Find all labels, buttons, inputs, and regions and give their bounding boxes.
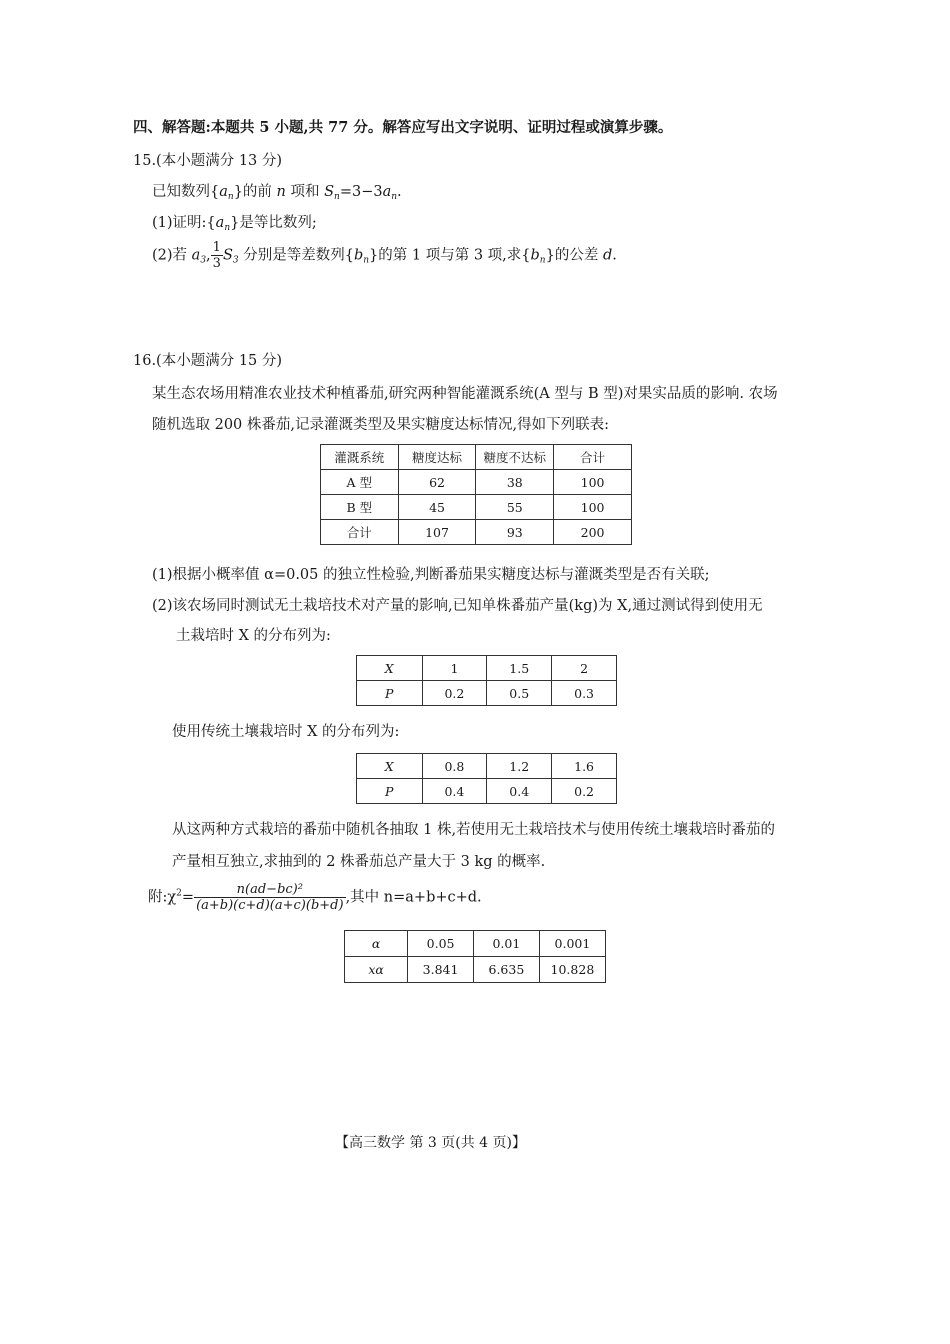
table-cell: P (357, 779, 423, 804)
subscript: n (391, 192, 398, 202)
fraction-denominator: 3 (212, 256, 221, 271)
table-cell: 糖度达标 (398, 445, 476, 470)
fraction-one-third (211, 240, 223, 271)
table-cell: 6.635 (473, 957, 539, 983)
section-header: 四、解答题:本题共 5 小题,共 77 分。解答应写出文字说明、证明过程或演算步骤。 (133, 119, 673, 136)
subscript: n (539, 255, 546, 266)
table-cell: 0.2 (552, 779, 617, 804)
table-cell: α (345, 931, 408, 957)
chi-square-fraction (194, 882, 346, 913)
q16-intro-line1: 某生态农场用精准农业技术种植番茄,研究两种智能灌溉系统(A 型与 B 型)对果实品质的影响. 农场 (152, 386, 778, 402)
table-cell: xα (345, 957, 408, 983)
var-b: b (353, 247, 364, 264)
page-footer: 【高三数学 第 3 页(共 4 页)】 (335, 1135, 526, 1151)
stem-text: =3−3 (339, 184, 383, 200)
table-row (321, 495, 632, 520)
table-cell: 0.2 (422, 681, 487, 706)
part-text: }的公差 (545, 247, 599, 264)
stem-text: 已知数列{ (152, 184, 220, 200)
table-row (357, 754, 617, 779)
fraction-denominator: (a+b)(c+d)(a+c)(b+d) (196, 898, 344, 913)
table-row (345, 957, 606, 983)
table-cell: X (357, 656, 423, 681)
var-S: S (324, 184, 335, 200)
table-cell: A 型 (321, 470, 399, 495)
fraction-numerator: n(ad−bc)² (194, 882, 346, 898)
table-header-row (321, 445, 632, 470)
table-cell: 1.5 (487, 656, 552, 681)
q16-final-line2: 产量相互独立,求抽到的 2 株番茄总产量大于 3 kg 的概率. (172, 854, 546, 870)
appendix-prefix: 附:χ (148, 889, 177, 906)
q16-part2-line2: 土栽培时 X 的分布列为: (176, 628, 331, 644)
table-cell: 3.841 (408, 957, 474, 983)
var-a: a (215, 215, 225, 231)
distribution-table-traditional (356, 753, 617, 804)
subscript: n (224, 223, 231, 233)
part-text: 分别是等差数列{ (243, 247, 354, 264)
appendix-eq: = (181, 889, 195, 906)
table-cell: 1 (422, 656, 487, 681)
contingency-table (320, 444, 632, 545)
table-cell: 0.4 (422, 779, 487, 804)
table-cell: B 型 (321, 495, 399, 520)
subscript: n (227, 192, 234, 202)
table-cell: 55 (476, 495, 554, 520)
stem-text: . (397, 184, 402, 200)
appendix-formula (148, 882, 482, 913)
fraction-numerator: 1 (212, 240, 221, 255)
q15-part2 (152, 240, 617, 271)
q16-part1: (1)根据小概率值 α=0.05 的独立性检验,判断番茄果实糖度达标与灌溉类型是否有关联; (152, 567, 710, 583)
q15-stem (152, 180, 402, 202)
q15-title: 15.(本小题满分 13 分) (133, 153, 283, 169)
appendix-suffix: ,其中 n=a+b+c+d. (345, 889, 482, 906)
table-cell: 0.3 (552, 681, 617, 706)
table-row (321, 470, 632, 495)
table-cell: P (357, 681, 423, 706)
subscript: n (363, 255, 370, 266)
part-text: }的第 1 项与第 3 项,求{ (369, 247, 531, 264)
table-cell: 灌溉系统 (321, 445, 399, 470)
subscript: 3 (200, 255, 207, 266)
part-text: (2)若 (152, 247, 188, 264)
part-text: (1)证明:{ (152, 215, 216, 231)
var-a: a (191, 247, 201, 264)
table-row (321, 520, 632, 545)
table-cell: 0.001 (539, 931, 605, 957)
table-row (345, 931, 606, 957)
table-cell: 0.05 (408, 931, 474, 957)
subscript: 3 (232, 255, 239, 266)
table-row (357, 681, 617, 706)
separator: , (206, 247, 211, 264)
table-cell: 糖度不达标 (476, 445, 554, 470)
table-cell: 10.828 (539, 957, 605, 983)
table-cell: 45 (398, 495, 476, 520)
stem-text: 项和 (290, 184, 320, 200)
table-cell: 0.01 (473, 931, 539, 957)
table-cell: 1.6 (552, 754, 617, 779)
table-cell: 100 (554, 495, 632, 520)
table-cell: 93 (476, 520, 554, 545)
table-cell: 合计 (321, 520, 399, 545)
q16-final-line1: 从这两种方式栽培的番茄中随机各抽取 1 株,若使用无土栽培技术与使用传统土壤栽培时番茄的 (172, 822, 776, 838)
table-cell: 107 (398, 520, 476, 545)
table-row (357, 779, 617, 804)
q16-trad-label: 使用传统土壤栽培时 X 的分布列为: (172, 724, 400, 740)
q16-title: 16.(本小题满分 15 分) (133, 353, 283, 369)
critical-value-table (344, 930, 606, 983)
part-text: }是等比数列; (230, 215, 317, 231)
table-cell: 合计 (554, 445, 632, 470)
var-S: S (222, 247, 233, 264)
var-n: n (276, 184, 286, 200)
table-cell: 0.5 (487, 681, 552, 706)
subscript: n (334, 192, 340, 202)
table-cell: 2 (552, 656, 617, 681)
chi-square-exponent: 2 (176, 888, 182, 899)
table-cell: 1.2 (487, 754, 552, 779)
table-row (357, 656, 617, 681)
q15-part1 (152, 211, 317, 233)
table-cell: 100 (554, 470, 632, 495)
var-b: b (530, 247, 540, 264)
stem-text: }的前 (233, 184, 272, 200)
var-a: a (219, 184, 228, 200)
q16-intro-line2: 随机选取 200 株番茄,记录灌溉类型及果实糖度达标情况,得如下列联表: (152, 417, 609, 433)
table-cell: 38 (476, 470, 554, 495)
part-text: . (612, 247, 617, 264)
var-d: d (602, 247, 613, 264)
q16-part2-line1: (2)该农场同时测试无土栽培技术对产量的影响,已知单株番茄产量(kg)为 X,通过测试得到使用无 (152, 598, 763, 614)
table-cell: 200 (554, 520, 632, 545)
table-cell: 0.4 (487, 779, 552, 804)
table-cell: 0.8 (422, 754, 487, 779)
var-a: a (382, 184, 392, 200)
distribution-table-soilless (356, 655, 617, 706)
table-cell: X (357, 754, 423, 779)
table-cell: 62 (398, 470, 476, 495)
